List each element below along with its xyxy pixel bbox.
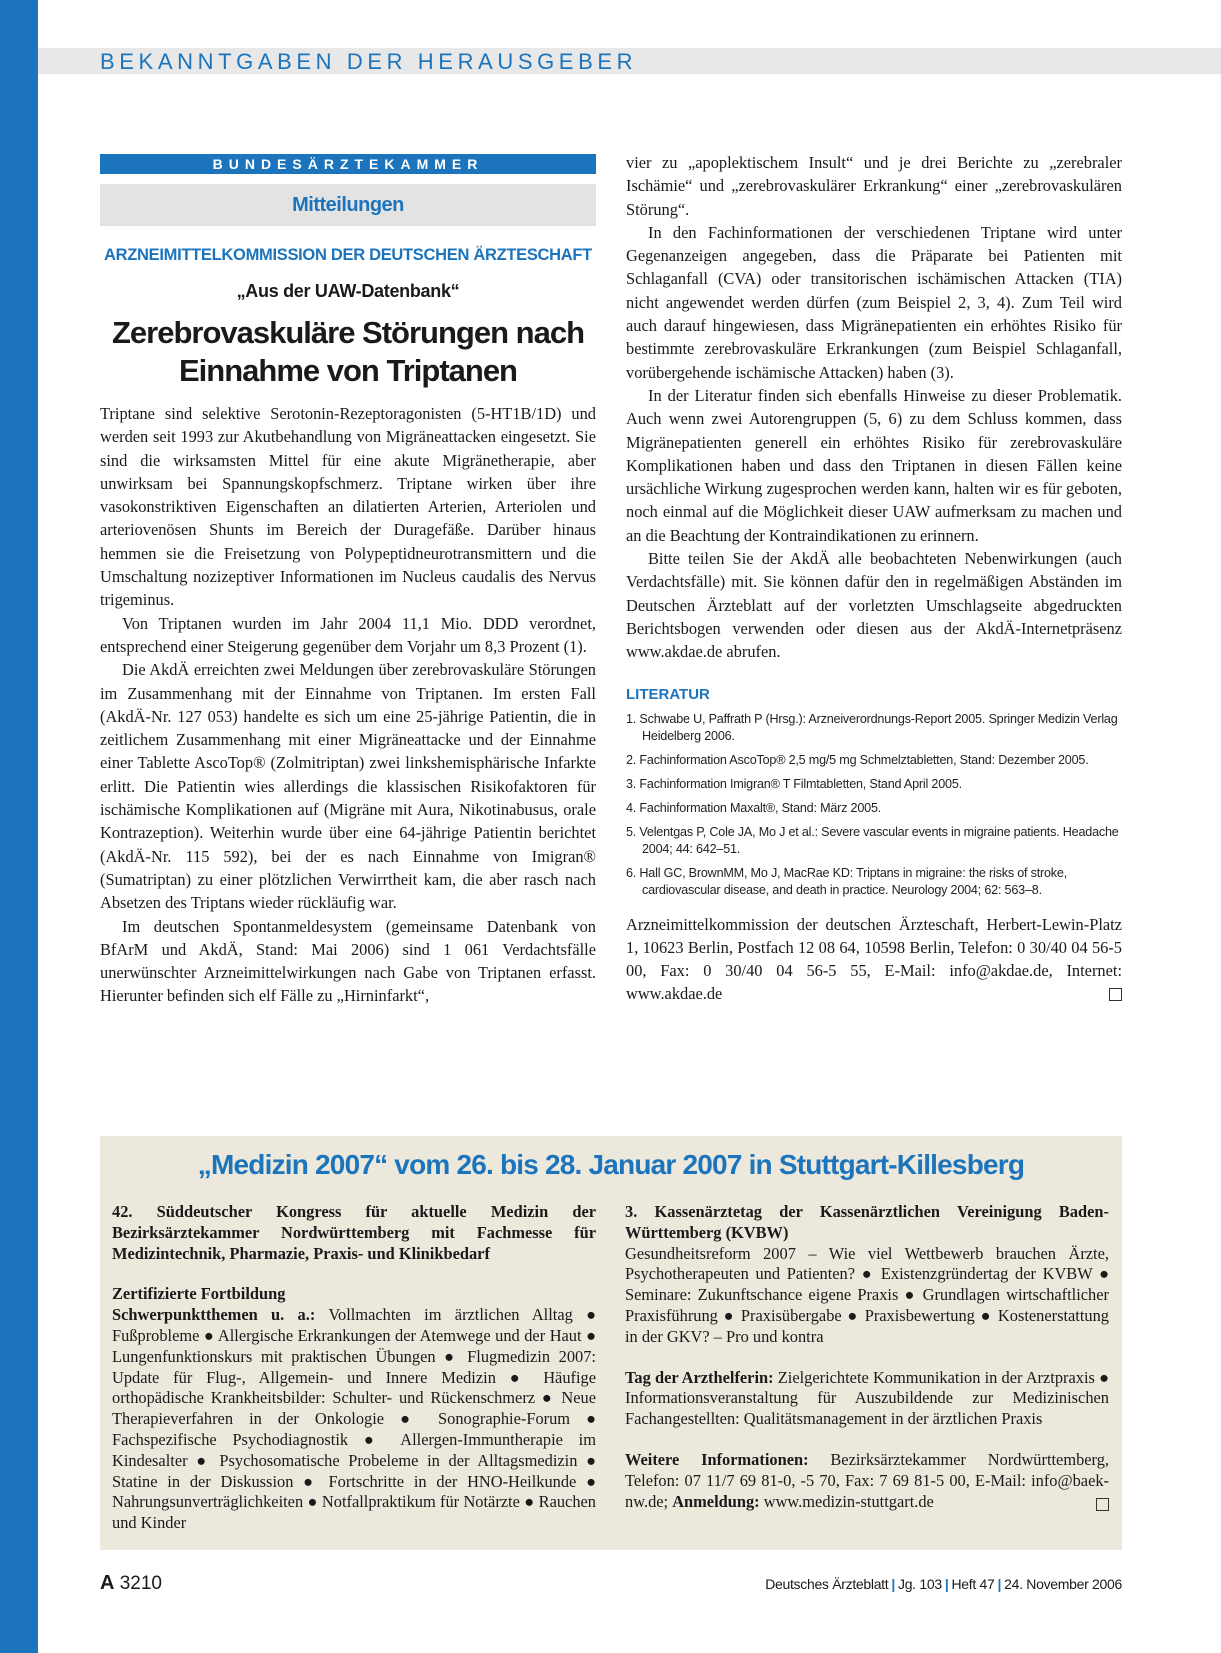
article-title <box>100 314 596 390</box>
address-text: Arzneimittelkommission der deutschen Ärzteschaft, Herbert-Lewin-Platz 1, 10623 Berlin, Postfach 12 08 64, 10598 Berlin, Telefon: 0 30/40 04 56-5 00, Fax: 0 30/40 04 56-5 55, E-Mail: info@akdae.de, Internet: www.akdae.de <box>626 914 1122 1003</box>
separator: | <box>997 1576 1002 1592</box>
event-right-column <box>625 1202 1109 1512</box>
category-bar: Mitteilungen <box>100 184 596 226</box>
separator: | <box>944 1576 949 1592</box>
reference-list <box>626 711 1122 899</box>
event-announcement-box <box>100 1136 1122 1550</box>
event-topics-text: Vollmachten im ärztlichen Alltag ● Fußprobleme ● Allergische Erkrankungen der Atemwege und der Haut ● Lungenfunktionskurs mit praktischen Übungen ● Flugmedizin 2007: Update für Flug-, Allgemein- und Innere Medizin ● Häufige orthopädische Krankheitsbilder: Schulter- und Rückenschmerz ● Neue Therapieverfahren in der Onkologie ● Sonographie-Forum ● Fachspezifische Psychodiagnostik ● Allergen-Immuntherapie im Kindesalter ● Psychosomatische Probeleme in der Alltagsmedizin ● Statine in der Diskussion ● Fortschritte in der HNO-Heilkunde ● Nahrungsunverträglichkeiten ● Notfallpraktikum für Notärzte ● Rauchen und Kinder <box>112 1305 596 1533</box>
journal-volume: Jg. 103 <box>898 1576 942 1592</box>
article-title-line-2: Einnahme von Triptanen <box>179 353 517 388</box>
event-topics-label: Schwerpunktthemen u. a.: <box>112 1305 316 1325</box>
journal-issue: Heft 47 <box>951 1576 995 1592</box>
contact-address <box>626 913 1122 1005</box>
reference-item: 4. Fachinformation Maxalt®, Stand: März 2005. <box>626 800 882 815</box>
org-bar: BUNDESÄRZTEKAMMER <box>100 154 596 174</box>
assistant-day-section <box>625 1368 1109 1430</box>
reference-item: 3. Fachinformation Imigran® T Filmtabletten, Stand April 2005. <box>626 776 962 791</box>
event-left-column <box>112 1202 596 1534</box>
article-kicker: ARZNEIMITTELKOMMISSION DER DEUTSCHEN ÄRZTESCHAFT <box>104 246 592 264</box>
reference-item: 5. Velentgas P, Cole JA, Mo J et al.: Severe vascular events in migraine patients. Headache 2004; 44: 642–51. <box>626 824 1119 856</box>
paragraph: Die AkdÄ erreichten zwei Meldungen über zerebrovaskuläre Störungen im Zusammenhang mit der Einnahme von Triptanen. Im ersten Fall (AkdÄ-Nr. 127 053) handelte es sich um eine 25-jährige Patientin, die in zeitlichem Zusammenhang mit einer Migräneattacke und der Einnahme einer Tablette AscoTop® (Zolmitriptan) zwei linkshemisphärische Infarkte erlitt. Die Patientin wies allerdings die klassischen Risikofaktoren für ischämische Komplikationen auf (Migräne mit Aura, Nikotinabusus, orale Kontrazeption). Weiterhin wurde über eine 64-jährige Patientin berichtet (AkdÄ-Nr. 115 592), bei der es nach Einnahme von Imigran® (Sumatriptan) zu einer plötzlichen Verwirrtheit kam, die aber rasch nach Absetzen des Triptans wieder rückläufig war. <box>100 660 596 913</box>
kvbw-heading: 3. Kassenärztetag der Kassenärztlichen Vereinigung Baden-Württemberg (KVBW) <box>625 1202 1109 1242</box>
paragraph: vier zu „apoplektischem Insult“ und je drei Berichte zu „zerebraler Ischämie“ und „zerebrovaskulärer Erkrankung“ einer „zerebrovaskulären Störung“. <box>626 153 1122 219</box>
paragraph: Von Triptanen wurden im Jahr 2004 11,1 Mio. DDD verordnet, entsprechend einer Steigerung gegenüber dem Vorjahr um 8,3 Prozent (1). <box>100 613 596 656</box>
paragraph: Im deutschen Spontanmeldesystem (gemeinsame Datenbank von BfArM und AkdÄ, Stand: Mai 2006) sind 1 061 Verdachtsfälle unerwünschter Arzneimittelwirkungen nach Gabe von Triptanen erfasst. Hierunter befinden sich elf Fälle zu „Hirninfarkt“, <box>100 916 596 1006</box>
article-right-column <box>626 151 1122 1005</box>
event-subheading: Zertifizierte Fortbildung <box>112 1284 286 1304</box>
end-mark-icon <box>1109 988 1122 1001</box>
journal-footer <box>765 1576 1122 1592</box>
paragraph: In den Fachinformationen der verschiedenen Triptane wird unter Gegenanzeigen angegeben, dass die Präparate bei Patienten mit Schlaganfall (CVA) oder transitorischen ischämischen Attacken (TIA) nicht angewendet werden dürfen (zum Beispiel 2, 3, 4). Zum Teil wird auch darauf hingewiesen, dass Migränepatienten ein erhöhtes Risiko für bestimmte zerebrovaskuläre Erkrankungen (zum Beispiel Schlaganfall, vorübergehende ischämische Attacken) haben (3). <box>626 222 1122 382</box>
event-intro <box>112 1202 596 1264</box>
registration-label: Anmeldung: <box>672 1491 760 1511</box>
registration-url: www.medizin-stuttgart.de <box>763 1491 934 1511</box>
reference-item: 1. Schwabe U, Paffrath P (Hrsg.): Arzneiverordnungs-Report 2005. Springer Medizin Verlag Heidelberg 2006. <box>626 711 1118 743</box>
event-intro-text: 42. Süddeutscher Kongress für aktuelle Medizin der Bezirksärztekammer Nordwürttemberg mit Fachmesse für Medizintechnik, Pharmazie, Praxis- und Klinikbedarf <box>112 1202 596 1263</box>
article-left-column <box>100 154 596 1008</box>
article-body-left <box>100 402 596 1008</box>
info-text: Bezirksärztekammer Nordwürttemberg, Telefon: 07 11/7 69 81-0, -5 70, Fax: 7 69 81-5 00, E-Mail: info@baek-nw.de; <box>625 1449 1109 1511</box>
article-subtitle: „Aus der UAW-Datenbank“ <box>236 281 460 301</box>
page-prefix: A <box>100 1572 115 1594</box>
page-number <box>100 1572 162 1595</box>
paragraph: Triptane sind selektive Serotonin-Rezeptoragonisten (5-HT1B/1D) und werden seit 1993 zur Akutbehandlung von Migräneattacken eingesetzt. Sie sind die wirksamsten Mittel für eine akute Migränetherapie, aber unwirksam bei Spannungskopfschmerz. Triptane wirken über ihre vasokonstriktiven Eigenschaften an dilatierten Arterien, Arteriolen und arteriovenösen Shunts im Bereich der Duragefäße. Darüber hinaus hemmen sie die Freisetzung von Polypeptidneurotransmittern und die Umschaltung nozizeptiver Informationen im Nucleus caudalis des Nervus trigeminus. <box>100 404 596 610</box>
info-section <box>625 1450 1109 1512</box>
literature-heading: LITERATUR <box>626 685 710 703</box>
end-mark-icon <box>1096 1498 1109 1511</box>
assistant-day-label: Tag der Arzthelferin: <box>625 1367 774 1387</box>
section-header: BEKANNTGABEN DER HERAUSGEBER <box>100 49 638 74</box>
journal-date: 24. November 2006 <box>1004 1576 1122 1592</box>
event-topics <box>112 1284 596 1534</box>
reference-item: 2. Fachinformation AscoTop® 2,5 mg/5 mg Schmelztabletten, Stand: Dezember 2005. <box>626 752 1089 767</box>
kvbw-section <box>625 1202 1109 1348</box>
reference-item: 6. Hall GC, BrownMM, Mo J, MacRae KD: Triptans in migraine: the risks of stroke, cardiovascular disease, and death in practice. Neurology 2004; 62: 563–8. <box>626 865 1068 897</box>
page-number-value: 3210 <box>119 1573 163 1594</box>
journal-name: Deutsches Ärzteblatt <box>765 1576 889 1592</box>
article-body-right <box>626 151 1122 664</box>
article-title-line-1: Zerebrovaskuläre Störungen nach <box>111 315 585 350</box>
separator: | <box>891 1576 895 1592</box>
paragraph: Bitte teilen Sie der AkdÄ alle beobachteten Nebenwirkungen (auch Verdachtsfälle) mit. Sie können dafür den in regelmäßigen Abständen im Deutschen Ärzteblatt auf der vorletzten Umschlagseite abgedruckten Berichtsbogen verwenden oder diesen aus der AkdÄ-Internetpräsenz www.akdae.de abrufen. <box>626 549 1122 662</box>
assistant-day-text: Zielgerichtete Kommunikation in der Arztpraxis ● Informationsveranstaltung für Auszubildende zur Medizinischen Fachangestellten: Qualitätsmanagement in der ärztlichen Praxis <box>625 1367 1109 1429</box>
info-label: Weitere Informationen: <box>625 1449 809 1469</box>
kvbw-text: Gesundheitsreform 2007 – Wie viel Wettbewerb brauchen Ärzte, Psychotherapeuten und Patienten? ● Existenzgründertag der KVBW ● Seminare: Zukunftschance eigene Praxis ● Grundlagen wirtschaftlicher Praxisführung ● Praxisübergabe ● Praxisbewertung ● Kostenerstattung in der GKV? – Pro und kontra <box>625 1243 1109 1346</box>
event-title: „Medizin 2007“ vom 26. bis 28. Januar 2007 in Stuttgart-Killesberg <box>197 1149 1025 1180</box>
sidebar-color-strip <box>0 0 38 1653</box>
paragraph: In der Literatur finden sich ebenfalls Hinweise zu dieser Problematik. Auch wenn zwei Autorengruppen (5, 6) zu dem Schluss kommen, dass Migränepatienten generell ein erhöhtes Risiko für zerebrovaskuläre Komplikationen haben und dass den Triptanen in diesen Fällen keine ursächliche Wirkung zugesprochen werden kann, halten wir es für geboten, noch einmal auf die Möglichkeit dieser UAW aufmerksam zu machen und an die Beachtung der Kontraindikationen zu erinnern. <box>626 385 1122 545</box>
